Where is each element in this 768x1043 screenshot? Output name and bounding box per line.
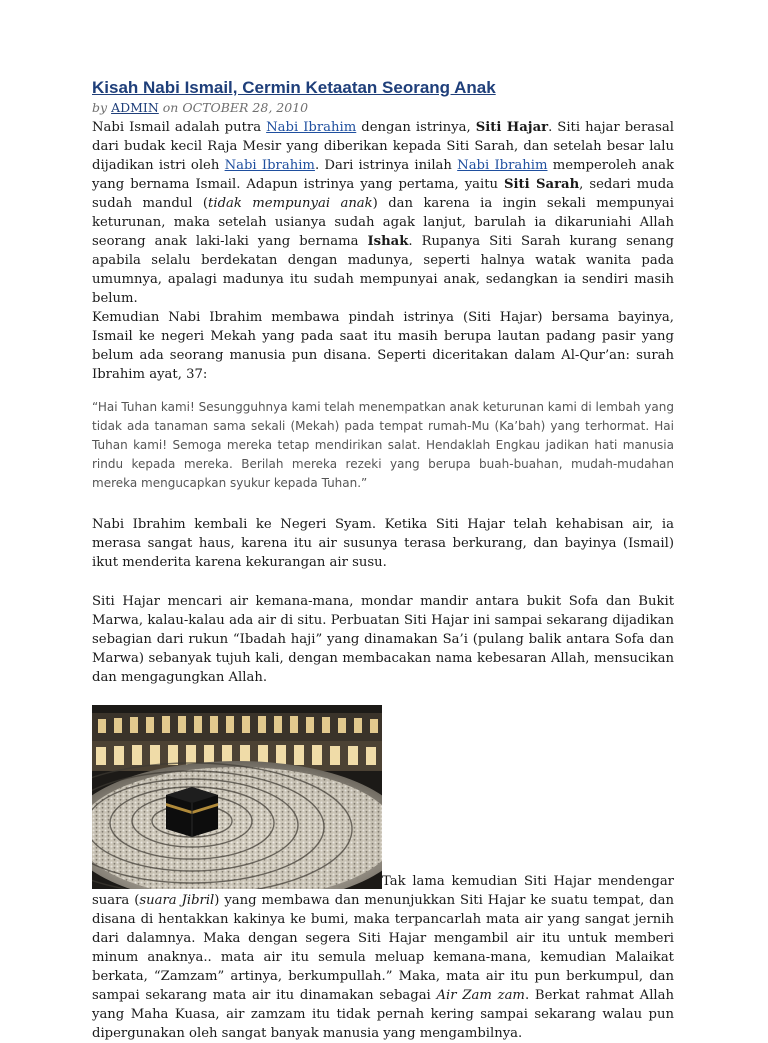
byline <box>92 100 674 116</box>
italic-text: Air Zam zam <box>436 988 525 1003</box>
article <box>92 76 674 1043</box>
article-title[interactable]: Kisah Nabi Ismail, Cermin Ketaatan Seorang Anak <box>92 78 496 97</box>
byline-on: on <box>162 100 179 115</box>
text: , sedari muda sudah mandul ( <box>92 177 674 211</box>
text: ) yang membawa dan menunjukkan Siti Hajar ke suatu tempat, dan disana di hentakkan kakinya ke bumi, maka terpancarlah mata air yang sangat jernih dari dalamnya. Maka dengan segera Siti Hajar mengambil air itu untuk memberi minum anaknya.. mata air itu semula meluap kemana-mana, kemudian Malaikat berkata, “Zamzam” artinya, berkumpullah.” Maka, mata air itu pun berkumpul, dan sampai sekarang mata air itu dinamakan sebagai <box>92 893 674 1003</box>
paragraph-2: Kemudian Nabi Ibrahim membawa pindah istrinya (Siti Hajar) bersama bayinya, Ismail ke negeri Mekah yang pada saat itu masih berupa lautan padang pasir yang belum ada seorang manusia pun disana. Seperti diceritakan dalam Al-Qur’an: surah Ibrahim ayat, 37: <box>92 310 674 382</box>
post-date: OCTOBER 28, 2010 <box>182 100 309 115</box>
italic-text: suara Jibril <box>139 893 215 908</box>
bold-text: Siti Sarah <box>504 177 580 192</box>
link-nabi-ibrahim[interactable]: Nabi Ibrahim <box>266 120 357 135</box>
bold-text: Ishak <box>367 234 409 249</box>
link-nabi-ibrahim[interactable]: Nabi Ibrahim <box>224 158 315 173</box>
kaaba-photo[interactable] <box>92 705 382 889</box>
byline-by: by <box>92 100 108 115</box>
paragraph-4: Siti Hajar mencari air kemana-mana, mondar mandir antara bukit Sofa dan Bukit Marwa, kalau-kalau ada air di situ. Perbuatan Siti Hajar ini sampai sekarang dijadikan sebagian dari rukun “Ibadah haji” yang dinamakan Sa’i (pulang balik antara Sofa dan Marwa) sebanyak tujuh kali, dengan membacakan nama kebesaran Allah, mensucikan dan mengagungkan Allah. <box>92 594 674 685</box>
link-nabi-ibrahim[interactable]: Nabi Ibrahim <box>457 158 548 173</box>
text: ) dan karena ia ingin sekali mempunyai keturunan, maka setelah usianya sudah agak lanjut, barulah ia dikaruniahi Allah seorang anak laki-laki yang bernama <box>92 196 674 249</box>
text: Tak lama kemudian Siti Hajar mendengar suara ( <box>92 874 674 908</box>
quran-quote: “Hai Tuhan kami! Sesungguhnya kami telah menempatkan anak keturunan kami di lembah yang tidak ada tanaman sama sekali (Mekah) pada tempat rumah-Mu (Ka’bah) yang terhormat. Hai Tuhan kami! Semoga mereka tetap mendirikan salat. Hendaklah Engkau jadikan hati manusia rindu kepada mereka. Berilah mereka rezeki yang berupa buah-buahan, mudah-mudahan mereka mengucapkan syukur kepada Tuhan.” <box>92 400 674 490</box>
bold-text: Siti Hajar <box>475 120 549 135</box>
text: dengan istrinya, <box>356 120 476 135</box>
paragraph-1 <box>92 118 674 308</box>
kaaba-image <box>92 705 382 889</box>
text: . Berkat rahmat Allah yang Maha Kuasa, air zamzam itu tidak pernah kering sampai sekarang walau pun dipergunakan oleh sangat banyak manusia yang mengambilnya. <box>92 988 674 1041</box>
italic-text: tidak mempunyai anak <box>208 196 373 211</box>
text: . Dari istrinya inilah <box>314 158 458 173</box>
text: Nabi Ismail adalah putra <box>92 120 267 135</box>
paragraph-3: Nabi Ibrahim kembali ke Negeri Syam. Ketika Siti Hajar telah kehabisan air, ia merasa sangat haus, karena itu air susunya terasa berkurang, dan bayinya (Ismail) ikut menderita karena kekurangan air susu. <box>92 517 674 570</box>
text: . Rupanya Siti Sarah kurang senang apabila selalu berdekatan dengan madunya, seperti halnya watak wanita pada umumnya, apalagi madunya itu sudah mempunyai anak, sedangkan ia sendiri masih belum. <box>92 234 674 306</box>
author-link[interactable]: ADMIN <box>111 100 159 115</box>
text: memperoleh anak yang bernama Ismail. Adapun istrinya yang pertama, yaitu <box>92 158 675 192</box>
photo-row <box>92 705 674 1043</box>
text: . Siti hajar berasal dari budak kecil Raja Mesir yang diberikan kepada Siti Sarah, dan setelah besar lalu dijadikan istri oleh <box>92 120 674 173</box>
